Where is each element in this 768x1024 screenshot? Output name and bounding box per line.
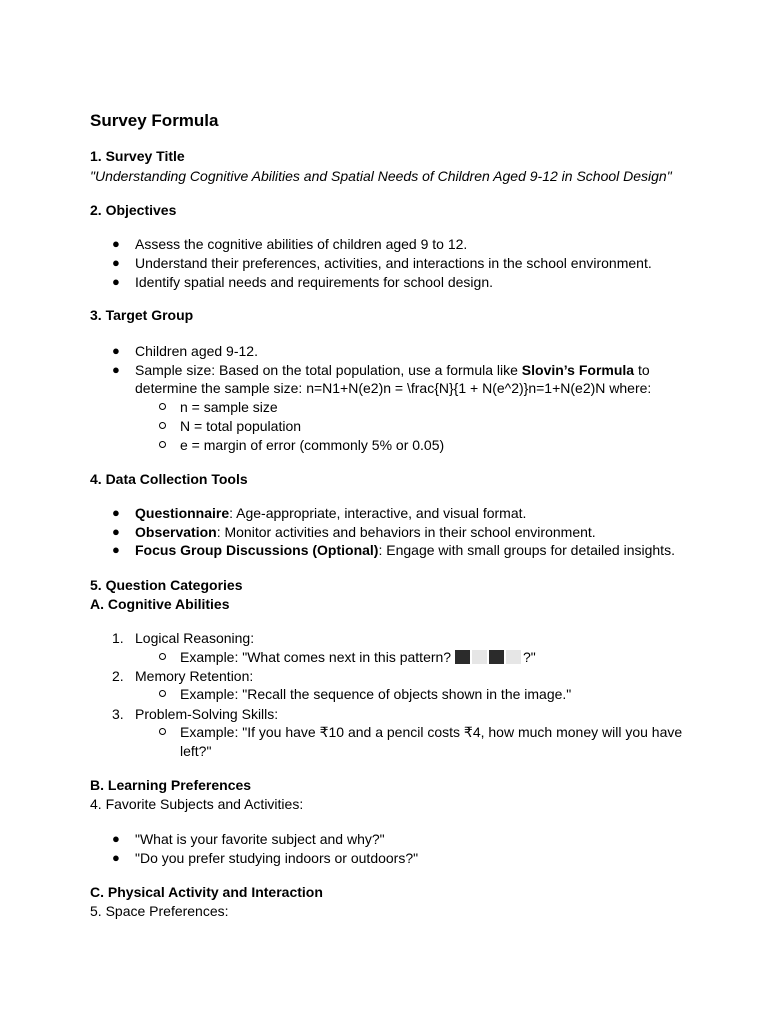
list-item: Children aged 9-12. — [135, 343, 258, 359]
tool-name: Focus Group Discussions (Optional) — [135, 542, 379, 558]
tool-description: : Monitor activities and behaviors in their school environment. — [216, 524, 596, 540]
sub-list-item: n = sample size — [180, 399, 278, 415]
section-heading: 1. Survey Title — [90, 148, 185, 164]
bullet-icon: ● — [112, 831, 120, 846]
list-item: Assess the cognitive abilities of children aged 9 to 12. — [135, 236, 468, 252]
list-item: Identify spatial needs and requirements for school design. — [135, 274, 493, 290]
subsection-heading: A. Cognitive Abilities — [90, 596, 230, 612]
bullet-icon: ● — [112, 274, 120, 289]
question-intro: 4. Favorite Subjects and Activities: — [90, 796, 304, 812]
example-text: Example: "What comes next in this pattern? — [180, 649, 455, 665]
numbered-item: Problem-Solving Skills: — [135, 706, 279, 722]
circle-bullet-icon — [159, 728, 166, 735]
section-heading: 5. Question Categories — [90, 577, 243, 593]
numbered-item: Logical Reasoning: — [135, 630, 255, 646]
list-item — [135, 541, 675, 559]
list-number: 2. — [112, 668, 124, 684]
question-intro: 5. Space Preferences: — [90, 903, 229, 919]
example-item-continuation: left?" — [180, 743, 212, 759]
document-title: Survey Formula — [90, 111, 219, 130]
list-item-text: Sample size: Based on the total population, use a formula like — [135, 362, 522, 378]
sub-list-item: N = total population — [180, 418, 302, 434]
circle-bullet-icon — [159, 422, 166, 429]
numbered-item: Memory Retention: — [135, 668, 254, 684]
bullet-icon: ● — [112, 362, 120, 377]
circle-bullet-icon — [159, 653, 166, 660]
circle-bullet-icon — [159, 403, 166, 410]
tool-name: Questionnaire — [135, 505, 230, 521]
survey-title-text: "Understanding Cognitive Abilities and Spatial Needs of Children Aged 9-12 in School Design" — [90, 168, 672, 184]
example-item — [180, 648, 536, 666]
example-item: Example: "If you have ₹10 and a pencil costs ₹4, how much money will you have — [180, 724, 683, 740]
bullet-icon: ● — [112, 850, 120, 865]
list-number: 1. — [112, 630, 124, 646]
subsection-heading: C. Physical Activity and Interaction — [90, 884, 323, 900]
list-item — [135, 361, 650, 379]
bullet-icon: ● — [112, 524, 120, 539]
list-item — [135, 523, 596, 541]
list-item-text: to — [634, 362, 650, 378]
subsection-heading: B. Learning Preferences — [90, 777, 252, 793]
tool-description: : Age-appropriate, interactive, and visual format. — [229, 505, 527, 521]
dark-square-icon — [455, 650, 470, 664]
section-heading: 3. Target Group — [90, 307, 194, 323]
circle-bullet-icon — [159, 690, 166, 697]
list-item: "What is your favorite subject and why?" — [135, 831, 385, 847]
tool-name: Observation — [135, 524, 217, 540]
dark-square-icon — [489, 650, 504, 664]
circle-bullet-icon — [159, 441, 166, 448]
list-item: "Do you prefer studying indoors or outdoors?" — [135, 850, 419, 866]
list-item-continuation: determine the sample size: n=N1+N(e2)n = \frac{N}{1 + N(e^2)}n=1+N(e2)N where: — [135, 380, 652, 396]
light-square-icon — [506, 650, 521, 664]
list-item — [135, 504, 526, 522]
list-item: Understand their preferences, activities, and interactions in the school environment. — [135, 255, 652, 271]
formula-name: Slovin’s Formula — [521, 362, 635, 378]
bullet-icon: ● — [112, 236, 120, 251]
sub-list-item: e = margin of error (commonly 5% or 0.05) — [180, 437, 445, 453]
light-square-icon — [472, 650, 487, 664]
example-item: Example: "Recall the sequence of objects shown in the image." — [180, 686, 572, 702]
bullet-icon: ● — [112, 542, 120, 557]
bullet-icon: ● — [112, 255, 120, 270]
tool-description: : Engage with small groups for detailed insights. — [378, 542, 675, 558]
list-number: 3. — [112, 706, 124, 722]
bullet-icon: ● — [112, 505, 120, 520]
section-heading: 2. Objectives — [90, 202, 177, 218]
bullet-icon: ● — [112, 343, 120, 358]
section-heading: 4. Data Collection Tools — [90, 471, 248, 487]
example-text: ?" — [522, 649, 536, 665]
